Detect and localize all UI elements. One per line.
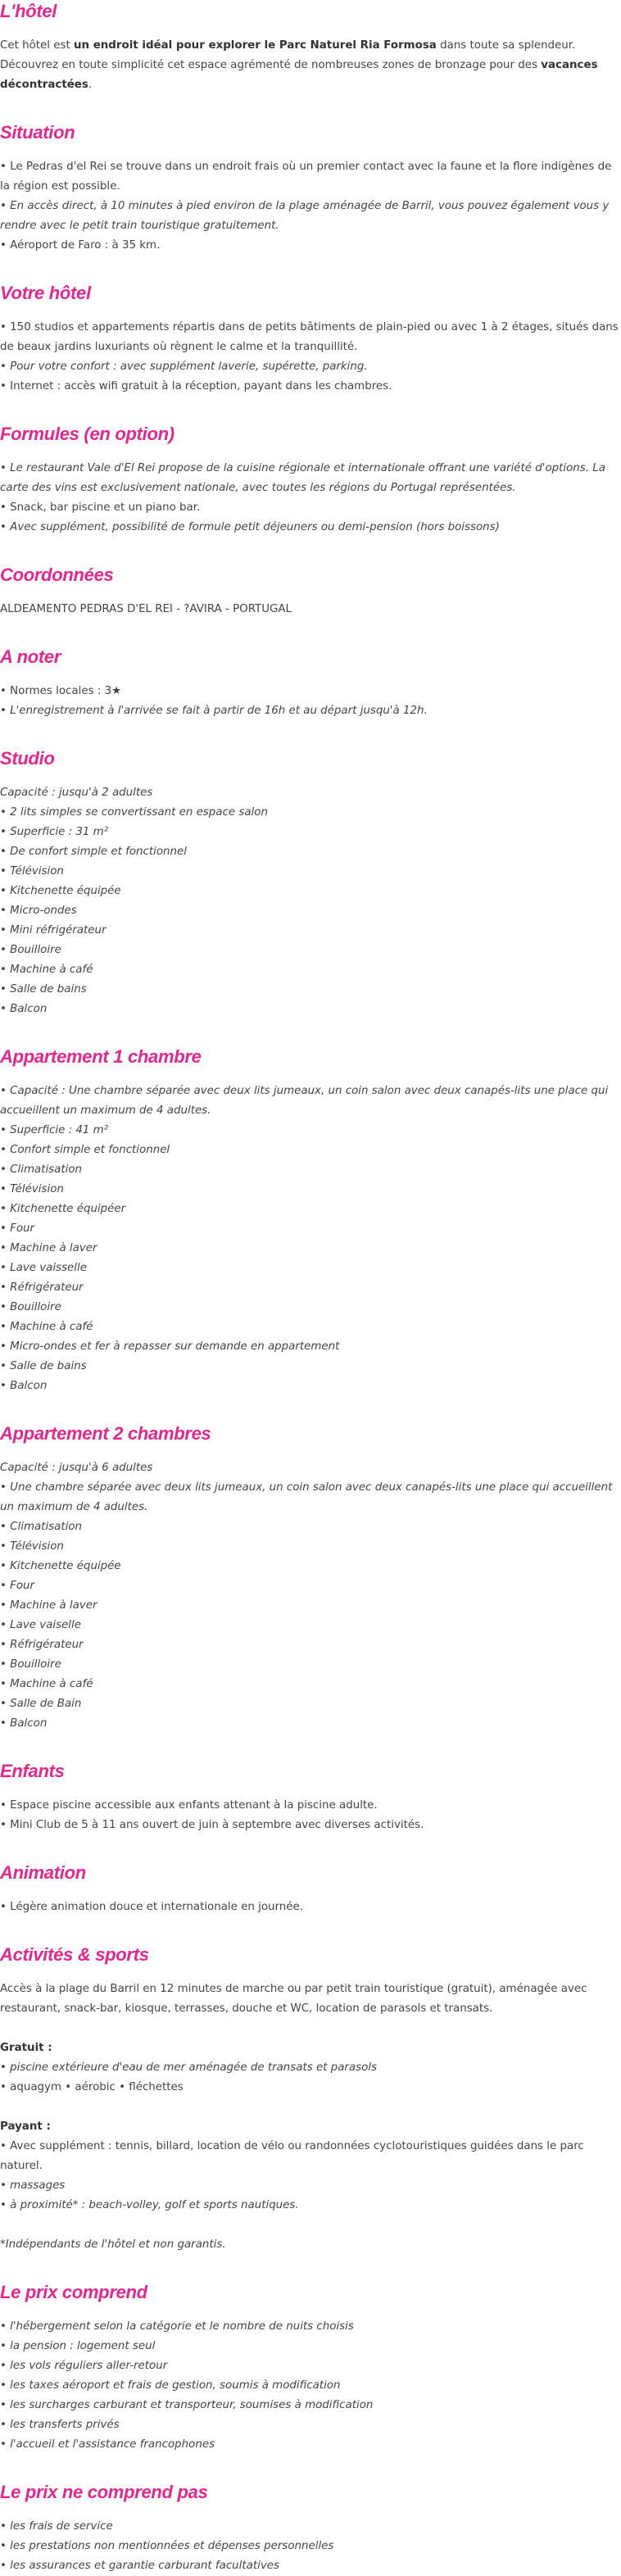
section-title: Enfants <box>0 1761 65 1781</box>
section-title: Coordonnées <box>0 565 114 585</box>
section-title: A noter <box>0 646 61 667</box>
list-item: • Aéroport de Faro : à 35 km. <box>0 239 161 252</box>
list-item: • Le restaurant Vale d'El Rei propose de la cuisine régionale et internationale offrant une variété d'options. La carte des vins est exclusivement nationale, avec toutes les régions du Portugal représentées. <box>0 462 605 494</box>
list-item: • Climatisation <box>0 1521 82 1533</box>
list-item: Capacité : jusqu'à 6 adultes <box>0 1462 153 1474</box>
list-item: • piscine extérieure d'eau de mer aménagée de transats et parasols <box>0 2061 377 2074</box>
footnote: *Indépendants de l'hôtel et non garantis. <box>0 2238 226 2251</box>
section-situation <box>0 121 619 256</box>
section-enfants <box>0 1760 619 1835</box>
section-body <box>0 682 619 721</box>
list-item: • Confort simple et fonctionnel <box>0 1144 170 1156</box>
list-item: • les vols réguliers aller-retour <box>0 2360 168 2372</box>
list-item: • Kitchenette équipéer <box>0 1203 126 1215</box>
list-item: • l'hébergement selon la catégorie et le nombre de nuits choisis <box>0 2320 354 2333</box>
section-appartement-1-chambre <box>0 1045 619 1396</box>
list-item: • Machine à laver <box>0 1599 97 1612</box>
list-item: • la pension : logement seul <box>0 2340 156 2352</box>
section-animation <box>0 1862 619 1917</box>
list-item: • Micro-ondes et fer à repasser sur demande en appartement <box>0 1340 340 1353</box>
section-body <box>0 600 619 619</box>
section-title: Activités & sports <box>0 1944 149 1965</box>
list-item: • Balcon <box>0 1380 48 1392</box>
section-body <box>0 1980 619 2255</box>
list-item: • Mini réfrigérateur <box>0 924 107 937</box>
list-item: • aquagym • aérobic • fléchettes <box>0 2081 184 2093</box>
section-body <box>0 36 619 95</box>
section-formules <box>0 423 619 537</box>
list-item: • Salle de Bain <box>0 1698 82 1710</box>
list-item: • Mini Club de 5 à 11 ans ouvert de juin à septembre avec diverses activités. <box>0 1819 424 1831</box>
list-item: • Machine à laver <box>0 1242 97 1254</box>
list-item: Capacité : jusqu'à 2 adultes <box>0 787 153 799</box>
section-title: L'hôtel <box>0 1 57 21</box>
list-item: • Pour votre confort : avec supplément laverie, supérette, parking. <box>0 361 368 373</box>
section-body <box>0 2517 619 2576</box>
list-item: • Lave vaiselle <box>0 1619 81 1631</box>
section-body <box>0 1796 619 1835</box>
section-body <box>0 783 619 1019</box>
list-item: • les surcharges carburant et transporteur, soumises à modification <box>0 2399 374 2411</box>
list-item: • Réfrigérateur <box>0 1281 84 1294</box>
list-item: • Micro-ondes <box>0 905 77 917</box>
text-bold: vacances décontractées <box>0 59 598 91</box>
list-item: • Kitchenette équipée <box>0 1560 121 1572</box>
list-item: • Capacité : Une chambre séparée avec deux lits jumeaux, un coin salon avec deux canapés-lits une place qui accueillent un maximum de 4 adultes. <box>0 1085 609 1117</box>
list-item: • Bouilloire <box>0 1658 61 1671</box>
text: dans toute sa splendeur. Découvrez en toute simplicité cet espace agrémenté de nombreuses zones de bronzage pour des <box>0 39 576 71</box>
section-studio <box>0 747 619 1019</box>
list-item: • Une chambre séparée avec deux lits jumeaux, un coin salon avec deux canapés-lits une place qui accueillent un maximum de 4 adultes. <box>0 1481 613 1513</box>
list-item: • Télévision <box>0 1183 64 1195</box>
section-body <box>0 2317 619 2455</box>
list-item: • Balcon <box>0 1717 48 1730</box>
list-item: • Télévision <box>0 865 64 878</box>
list-item: • les transferts privés <box>0 2419 120 2431</box>
section-title: Studio <box>0 748 55 769</box>
section-title: Appartement 2 chambres <box>0 1423 211 1444</box>
list-item: • Internet : accès wifi gratuit à la réception, payant dans les chambres. <box>0 380 392 392</box>
list-item: • Réfrigérateur <box>0 1639 84 1651</box>
list-item: • Bouilloire <box>0 944 61 956</box>
text: . <box>88 79 93 91</box>
list-item: • Climatisation <box>0 1163 82 1176</box>
section-prix-ne-comprend-pas <box>0 2481 619 2576</box>
address: ALDEAMENTO PEDRAS D'EL REI - ?AVIRA - PORTUGAL <box>0 603 292 615</box>
list-item: • à proximité* : beach-volley, golf et sports nautiques. <box>0 2199 299 2211</box>
list-item: • En accès direct, à 10 minutes à pied environ de la plage aménagée de Barril, vous pouvez également vous y rendre avec le petit train touristique gratuitement. <box>0 200 610 232</box>
section-title: Formules (en option) <box>0 424 175 444</box>
intro-text: Accès à la plage du Barril en 12 minutes de marche ou par petit train touristique (gratuit), aménagée avec restaurant, snack-bar, kiosque, terrasses, douche et WC, location de parasols et transats. <box>0 1983 587 2015</box>
section-title: Appartement 1 chambre <box>0 1046 202 1067</box>
list-item: • Légère animation douce et internationale en journée. <box>0 1901 304 1913</box>
spacer <box>0 2019 619 2039</box>
list-item: • Lave vaisselle <box>0 1262 87 1274</box>
list-item: • Machine à café <box>0 1678 93 1690</box>
list-item: • Machine à café <box>0 964 93 976</box>
section-body <box>0 1458 619 1734</box>
list-item: • massages <box>0 2179 66 2192</box>
list-item: • Superficie : 31 m² <box>0 826 109 838</box>
spacer <box>0 2098 619 2117</box>
subheading-gratuit: Gratuit : <box>0 2042 52 2054</box>
list-item: • Salle de bains <box>0 983 87 995</box>
list-item: • Four <box>0 1222 35 1235</box>
section-body <box>0 1898 619 1917</box>
section-appartement-2-chambres <box>0 1422 619 1734</box>
list-item: • Normes locales : 3★ <box>0 685 122 697</box>
list-item: • Machine à café <box>0 1321 93 1333</box>
section-coordonnees <box>0 564 619 619</box>
section-activites-sports <box>0 1943 619 2255</box>
list-item: • Télévision <box>0 1540 64 1553</box>
list-item: • Balcon <box>0 1003 48 1015</box>
section-body <box>0 318 619 397</box>
section-title: Situation <box>0 122 75 143</box>
list-item: • Four <box>0 1580 35 1592</box>
text: Cet hôtel est <box>0 39 74 52</box>
subheading-payant: Payant : <box>0 2120 51 2133</box>
section-votre-hotel <box>0 282 619 397</box>
list-item: • les assurances et garantie carburant facultatives <box>0 2560 279 2572</box>
list-item: • Espace piscine accessible aux enfants attenant à la piscine adulte. <box>0 1799 378 1812</box>
list-item: • De confort simple et fonctionnel <box>0 846 187 858</box>
section-body <box>0 459 619 537</box>
list-item: • 2 lits simples se convertissant en espace salon <box>0 806 268 819</box>
list-item: • les taxes aéroport et frais de gestion, soumis à modification <box>0 2379 341 2392</box>
text-bold: un endroit idéal pour explorer le Parc Naturel Ria Formosa <box>73 39 437 52</box>
list-item: • Avec supplément : tennis, billard, location de vélo ou randonnées cyclotouristiques guidées dans le parc naturel. <box>0 2140 584 2172</box>
list-item: • 150 studios et appartements répartis dans de petits bâtiments de plain-pied ou avec 1 à 2 étages, situés dans de beaux jardins luxuriants où règnent le calme et la tranquillité. <box>0 321 619 353</box>
list-item: • Bouilloire <box>0 1301 61 1313</box>
section-hotel <box>0 0 619 95</box>
section-title: Le prix ne comprend pas <box>0 2482 208 2502</box>
list-item: • Snack, bar piscine et un piano bar. <box>0 501 201 514</box>
section-title: Animation <box>0 1862 86 1883</box>
list-item: • Kitchenette équipée <box>0 885 121 897</box>
list-item: • Superficie : 41 m² <box>0 1124 109 1136</box>
list-item: • L'enregistrement à l'arrivée se fait à partir de 16h et au départ jusqu'à 12h. <box>0 705 428 717</box>
list-item: • les frais de service <box>0 2520 113 2533</box>
spacer <box>0 2215 619 2235</box>
section-body <box>0 1082 619 1396</box>
section-title: Le prix comprend <box>0 2282 147 2302</box>
section-a-noter <box>0 646 619 721</box>
list-item: • les prestations non mentionnées et dépenses personnelles <box>0 2540 334 2552</box>
list-item: • Le Pedras d'el Rei se trouve dans un endroit frais où un premier contact avec la faune et la flore indigènes de la région est possible. <box>0 161 612 193</box>
list-item: • Avec supplément, possibilité de formule petit déjeuners ou demi-pension (hors boissons) <box>0 521 500 533</box>
section-prix-comprend <box>0 2281 619 2455</box>
list-item: • Salle de bains <box>0 1360 87 1372</box>
section-body <box>0 157 619 256</box>
list-item: • l'accueil et l'assistance francophones <box>0 2438 215 2451</box>
section-title: Votre hôtel <box>0 283 91 303</box>
